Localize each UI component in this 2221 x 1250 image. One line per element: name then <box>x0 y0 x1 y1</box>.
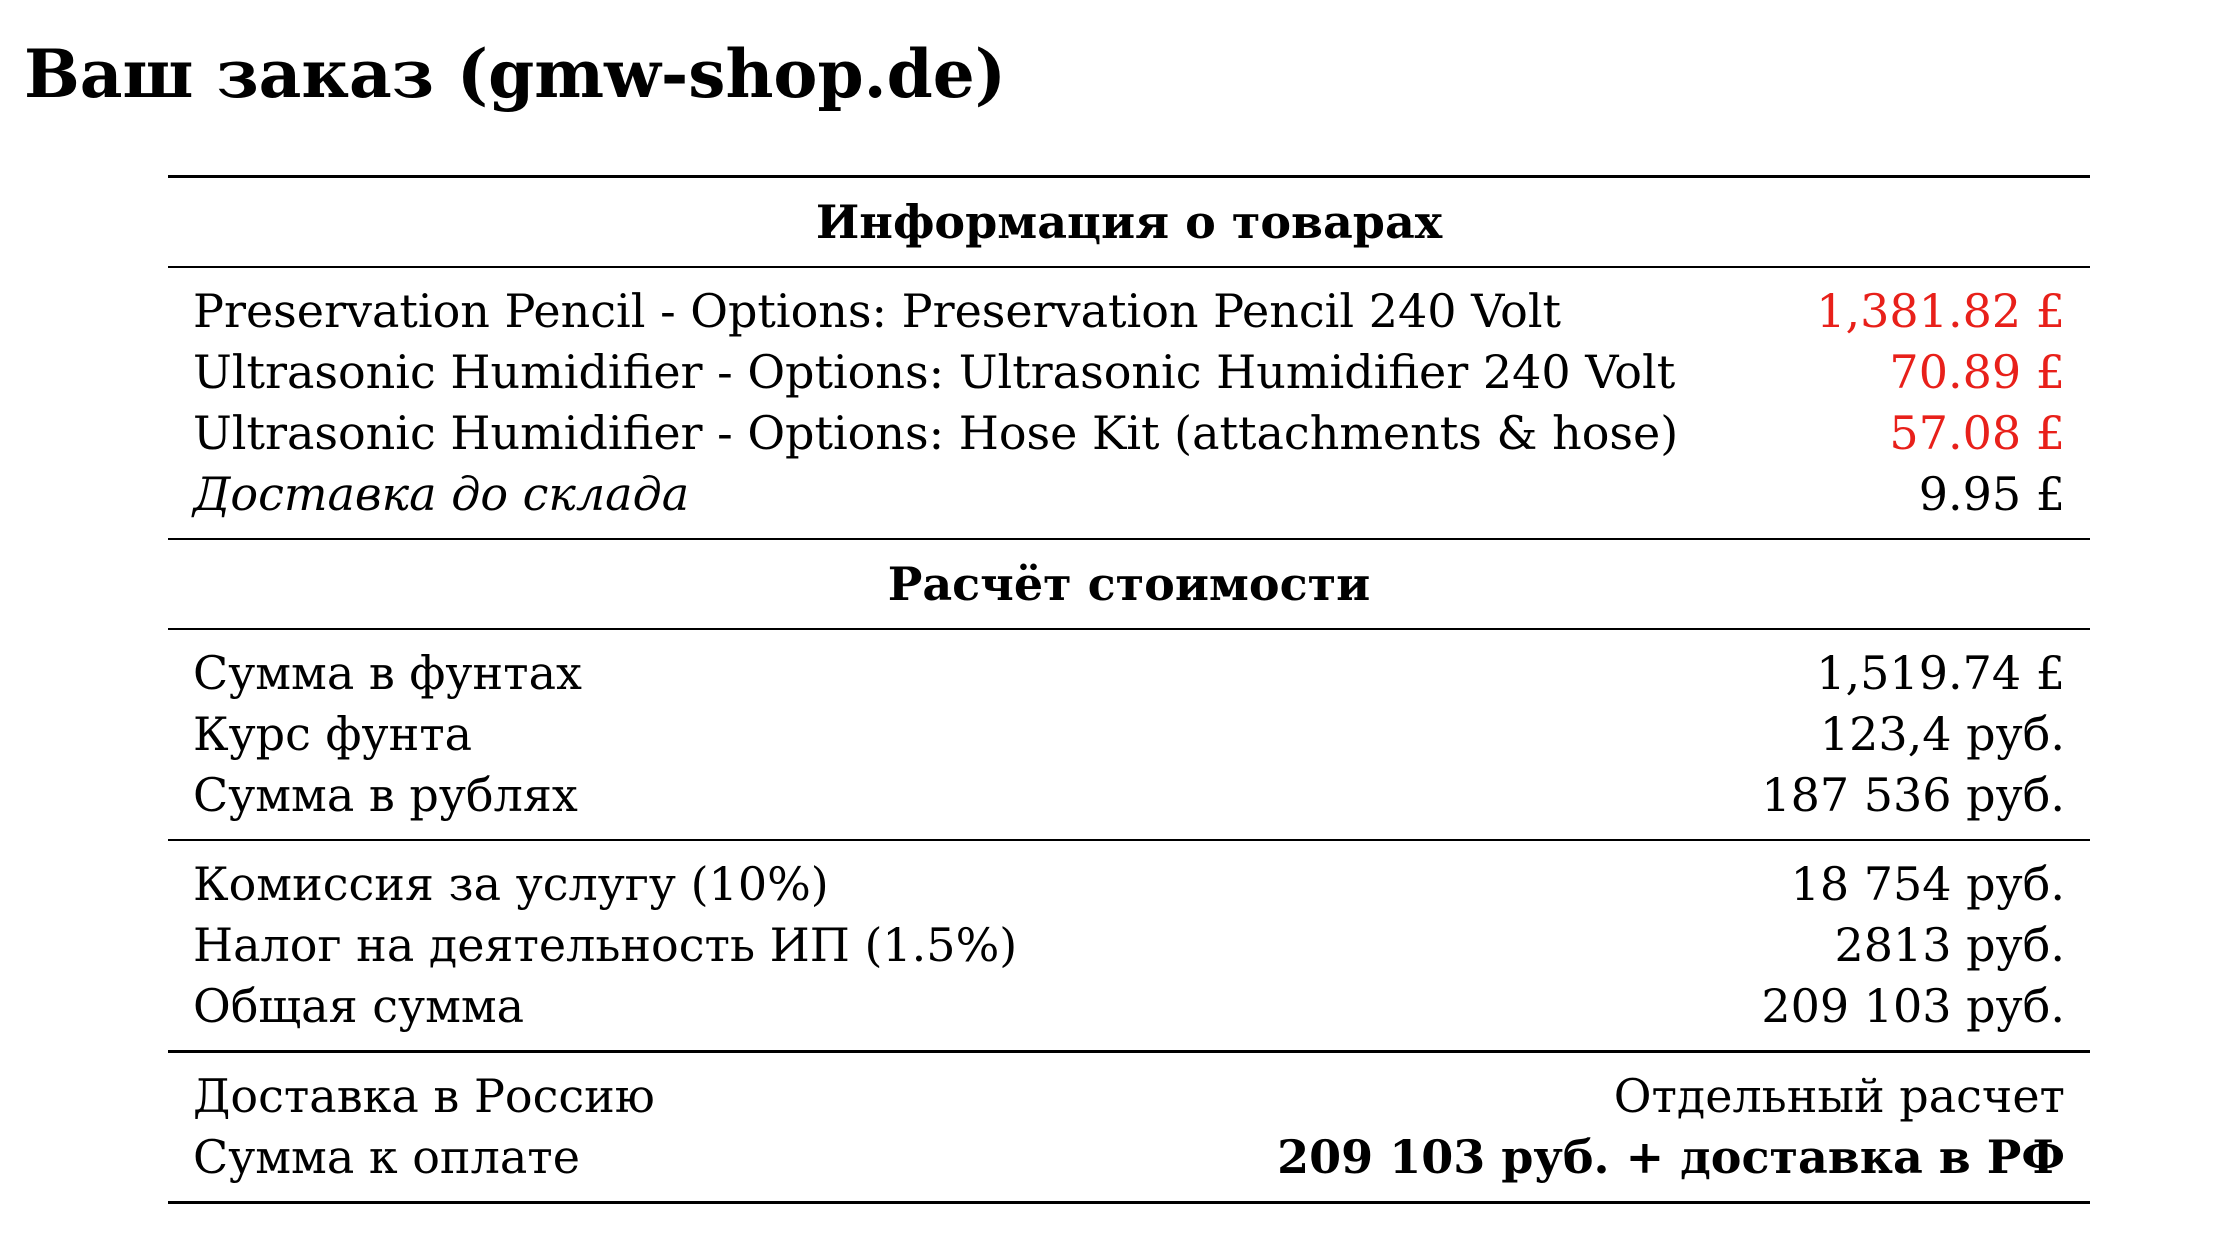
product-price: 57.08 £ <box>1889 405 2065 460</box>
product-name: Preservation Pencil - Options: Preservation Pencil 240 Volt <box>193 283 1562 338</box>
calculation-section-header: Расчёт стоимости <box>887 557 1371 611</box>
exchange-rate-value: 123,4 руб. <box>1819 706 2065 761</box>
warehouse-delivery-value: 9.95 £ <box>1918 466 2065 521</box>
amount-due-value: 209 103 руб. + доставка в РФ <box>1277 1129 2065 1184</box>
products-list <box>168 268 2090 538</box>
product-price: 1,381.82 £ <box>1816 283 2065 338</box>
total-label: Общая сумма <box>193 978 525 1033</box>
product-price: 70.89 £ <box>1889 344 2065 399</box>
russia-delivery-row <box>168 1065 2090 1126</box>
product-row <box>168 341 2090 402</box>
exchange-rate-row <box>168 703 2090 764</box>
warehouse-delivery-label: Доставка до склада <box>193 466 690 521</box>
product-name: Ultrasonic Humidifier - Options: Hose Kit (attachments & hose) <box>193 405 1679 460</box>
currency-conversion-list <box>168 630 2090 839</box>
tax-row <box>168 914 2090 975</box>
total-value: 209 103 руб. <box>1761 978 2065 1033</box>
sum-rub-label: Сумма в рублях <box>193 767 578 822</box>
total-row <box>168 975 2090 1036</box>
sum-gbp-row <box>168 642 2090 703</box>
warehouse-delivery-row <box>168 463 2090 524</box>
page-title: Ваш заказ (gmw-shop.de) <box>24 35 1006 113</box>
table-bottom-rule <box>168 1201 2090 1204</box>
payment-list <box>168 1053 2090 1201</box>
sum-rub-value: 187 536 руб. <box>1761 767 2065 822</box>
product-row <box>168 402 2090 463</box>
fees-list <box>168 841 2090 1050</box>
amount-due-row <box>168 1126 2090 1187</box>
service-fee-value: 18 754 руб. <box>1790 856 2065 911</box>
order-summary-table <box>168 175 2090 1204</box>
product-row <box>168 280 2090 341</box>
amount-due-label: Сумма к оплате <box>193 1129 580 1184</box>
russia-delivery-value: Отдельный расчет <box>1613 1068 2065 1123</box>
service-fee-row <box>168 853 2090 914</box>
products-section-header: Информация о товарах <box>815 195 1443 249</box>
russia-delivery-label: Доставка в Россию <box>193 1068 655 1123</box>
sum-gbp-label: Сумма в фунтах <box>193 645 582 700</box>
product-name: Ultrasonic Humidifier - Options: Ultrasonic Humidifier 240 Volt <box>193 344 1676 399</box>
tax-value: 2813 руб. <box>1834 917 2065 972</box>
sum-gbp-value: 1,519.74 £ <box>1816 645 2065 700</box>
service-fee-label: Комиссия за услугу (10%) <box>193 856 829 911</box>
sum-rub-row <box>168 764 2090 825</box>
exchange-rate-label: Курс фунта <box>193 706 473 761</box>
tax-label: Налог на деятельность ИП (1.5%) <box>193 917 1018 972</box>
